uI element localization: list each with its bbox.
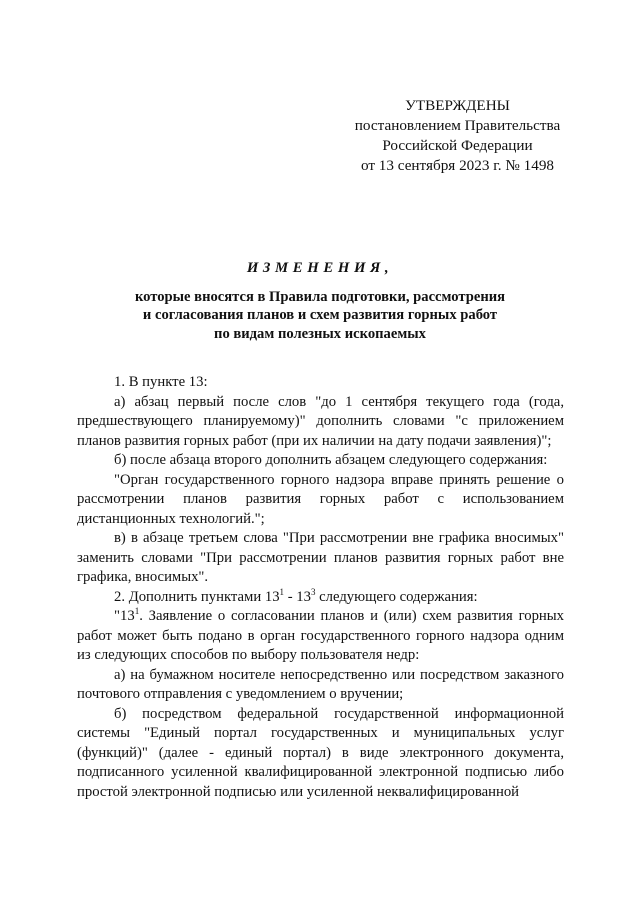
- paragraph-2-text-a: 2. Дополнить пунктами 13: [114, 588, 280, 605]
- paragraph-1b-quote: "Орган государственного горного надзора вправе принять решение о рассмотрении планов развития горных работ с использованием дистанционных технологий.";: [77, 471, 564, 527]
- paragraph-13-1-b: б) посредством федеральной государственной информационной системы "Единый портал государственных и муниципальных услуг (функций)" (далее - единый портал) в виде электронного документа, подписанного усиленной квалифицированной электронной подписью либо простой электронной подписью или усиленной неквалифицированной: [77, 705, 564, 800]
- approval-block: [350, 96, 565, 176]
- approval-title: УТВЕРЖДЕНЫ: [405, 97, 510, 114]
- document-title: ИЗМЕНЕНИЯ,: [246, 260, 394, 276]
- paragraph-2: [77, 588, 564, 608]
- document-body: [77, 373, 564, 802]
- document-subtitle-line-1: которые вносятся в Правила подготовки, рассмотрения: [134, 288, 506, 305]
- paragraph-13-1: [77, 607, 564, 666]
- paragraph-2-sup-2: 3: [310, 586, 316, 597]
- approval-line-3: от 13 сентября 2023 г. № 1498: [360, 157, 555, 174]
- paragraph-2-text-c: следующего содержания:: [315, 588, 478, 605]
- paragraph-13-1-a: а) на бумажном носителе непосредственно или посредством заказного почтового отправления с уведомлением о вручении;: [77, 666, 564, 702]
- document-subtitle-line-3: по видам полезных ископаемых: [214, 325, 426, 342]
- document-subtitle-line-2: и согласования планов и схем развития горных работ: [142, 307, 498, 323]
- paragraph-13-1-text-a: "13: [114, 608, 135, 624]
- paragraph-1c: в) в абзаце третьем слова "При рассмотрении вне графика вносимых" заменить словами "При рассмотрении планов развития горных работ вне графика, вносимых".: [77, 530, 564, 585]
- paragraph-2-text-b: - 13: [284, 588, 311, 605]
- approval-line-2: Российской Федерации: [382, 137, 533, 154]
- paragraph-1b: б) после абзаца второго дополнить абзацем следующего содержания:: [114, 452, 548, 468]
- paragraph-1a: а) абзац первый после слов "до 1 сентября текущего года (года, предшествующего планируемому)" дополнить словами "с приложением планов развития горных работ (при их наличии на дату подачи заявления)";: [77, 393, 564, 449]
- paragraph-13-1-text-b: . Заявление о согласовании планов и (или) схем развития горных работ может быть подано в орган государственного горного надзора одним из следующих способов по выбору пользователя недр:: [77, 608, 564, 663]
- paragraph-1: 1. В пункте 13:: [114, 374, 208, 390]
- approval-line-1: постановлением Правительства: [354, 117, 561, 134]
- document-heading: [100, 259, 540, 343]
- paragraph-13-1-sup: 1: [134, 606, 140, 617]
- paragraph-2-sup-1: 1: [279, 586, 285, 597]
